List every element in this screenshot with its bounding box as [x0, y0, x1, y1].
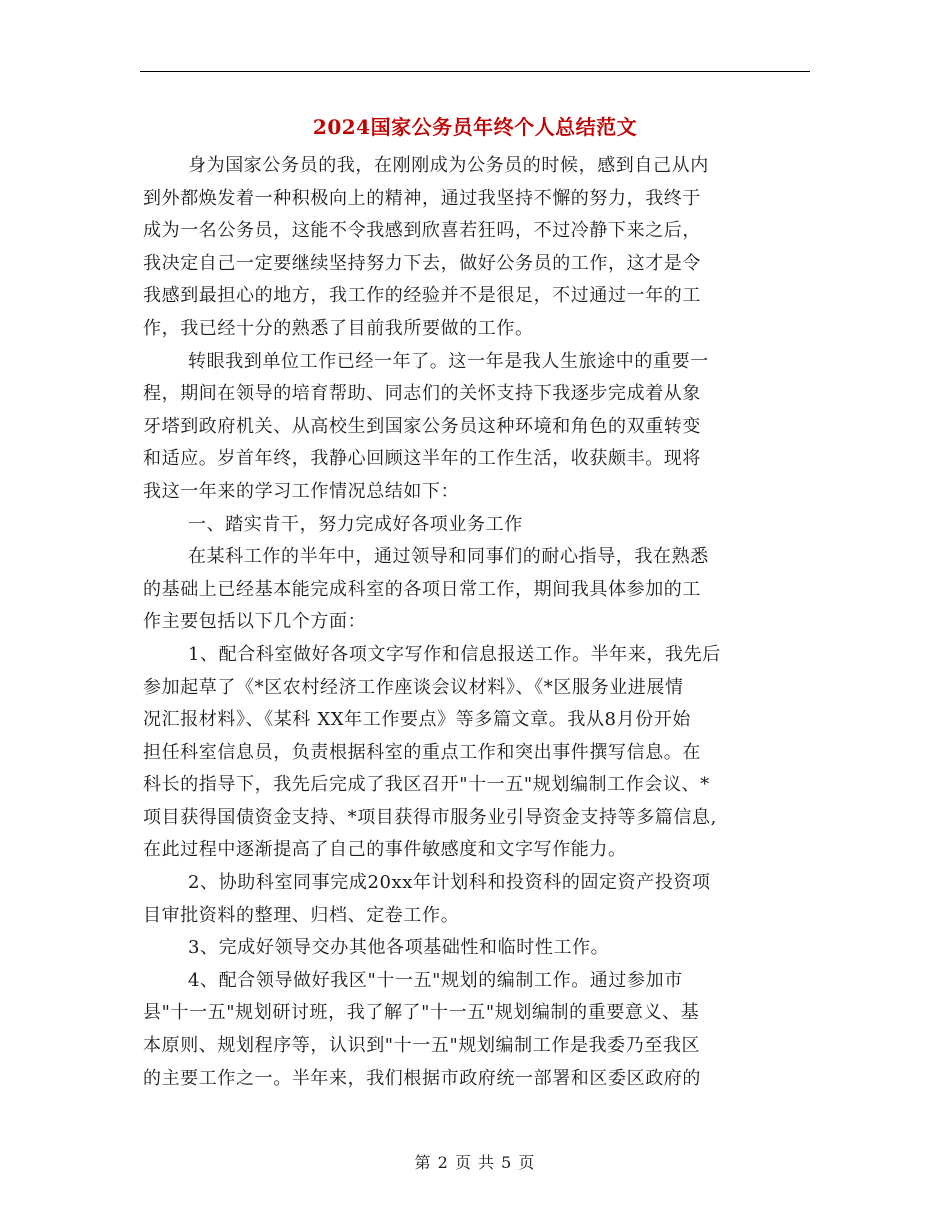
text-line: 担任科室信息员，负责根据科室的重点工作和突出事件撰写信息。在 [143, 741, 701, 763]
text-line: 程，期间在领导的培育帮助、同志们的关怀支持下我逐步完成着从象 [143, 383, 701, 405]
text-line: 我这一年来的学习工作情况总结如下： [143, 480, 460, 502]
list-item-line: 3、完成好领导交办其他各项基础性和临时性工作。 [188, 937, 610, 959]
text-line: 牙塔到政府机关、从高校生到国家公务员这种环境和角色的双重转变 [143, 415, 701, 437]
header-rule [140, 71, 810, 72]
text-line: 到外都焕发着一种积极向上的精神，通过我坚持不懈的努力，我终于 [143, 187, 701, 209]
document-title: 2024国家公务员年终个人总结范文 [312, 115, 638, 139]
text-line: 作，我已经十分的熟悉了目前我所要做的工作。 [143, 317, 534, 339]
text-line: 转眼我到单位工作已经一年了。这一年是我人生旅途中的重要一 [188, 350, 709, 372]
list-item-line: 1、配合科室做好各项文字写作和信息报送工作。半年来，我先后 [188, 643, 721, 665]
text-line: 我决定自己一定要继续坚持努力下去，做好公务员的工作，这才是令 [143, 252, 701, 274]
text-line: 县"十一五"规划研讨班，我了解了"十一五"规划编制的重要意义、基 [143, 1002, 700, 1024]
text-line: 科长的指导下，我先后完成了我区召开"十一五"规划编制工作会议、* [143, 774, 710, 796]
text-line: 成为一名公务员，这能不令我感到欣喜若狂吗，不过冷静下来之后， [143, 220, 701, 242]
page-footer: 第 2 页 共 5 页 [414, 1153, 536, 1172]
text-line: 参加起草了《*区农村经济工作座谈会议材料》、《*区服务业进展情 [143, 676, 684, 698]
text-line: 和适应。岁首年终，我静心回顾这半年的工作生活，收获颇丰。现将 [143, 448, 701, 470]
text-line: 的主要工作之一。半年来，我们根据市政府统一部署和区委区政府的 [143, 1067, 701, 1089]
text-line: 身为国家公务员的我，在刚刚成为公务员的时候，感到自己从内 [188, 155, 709, 176]
list-item-line: 4、配合领导做好我区"十一五"规划的编制工作。通过参加市 [188, 969, 683, 991]
text-line: 的基础上已经基本能完成科室的各项日常工作，期间我具体参加的工 [143, 578, 701, 600]
document-body [143, 150, 808, 1095]
text-line: 况汇报材料》、《某科 XX年工作要点》等多篇文章。我从8月份开始 [143, 709, 691, 731]
text-line: 作主要包括以下几个方面： [143, 611, 367, 633]
text-line: 在某科工作的半年中，通过领导和同事们的耐心指导，我在熟悉 [188, 546, 709, 568]
text-line: 我感到最担心的地方，我工作的经验并不是很足，不过通过一年的工 [143, 285, 701, 307]
text-line: 在此过程中逐渐提高了自己的事件敏感度和文字写作能力。 [143, 839, 627, 861]
text-line: 目审批资料的整理、归档、定卷工作。 [143, 904, 460, 926]
text-line: 本原则、规划程序等，认识到"十一五"规划编制工作是我委乃至我区 [143, 1035, 701, 1057]
text-line: 项目获得国债资金支持、*项目获得市服务业引导资金支持等多篇信息, [143, 806, 717, 828]
section-heading: 一、踏实肯干，努力完成好各项业务工作 [188, 513, 523, 535]
list-item-line: 2、协助科室同事完成20xx年计划科和投资科的固定资产投资项 [188, 872, 711, 894]
